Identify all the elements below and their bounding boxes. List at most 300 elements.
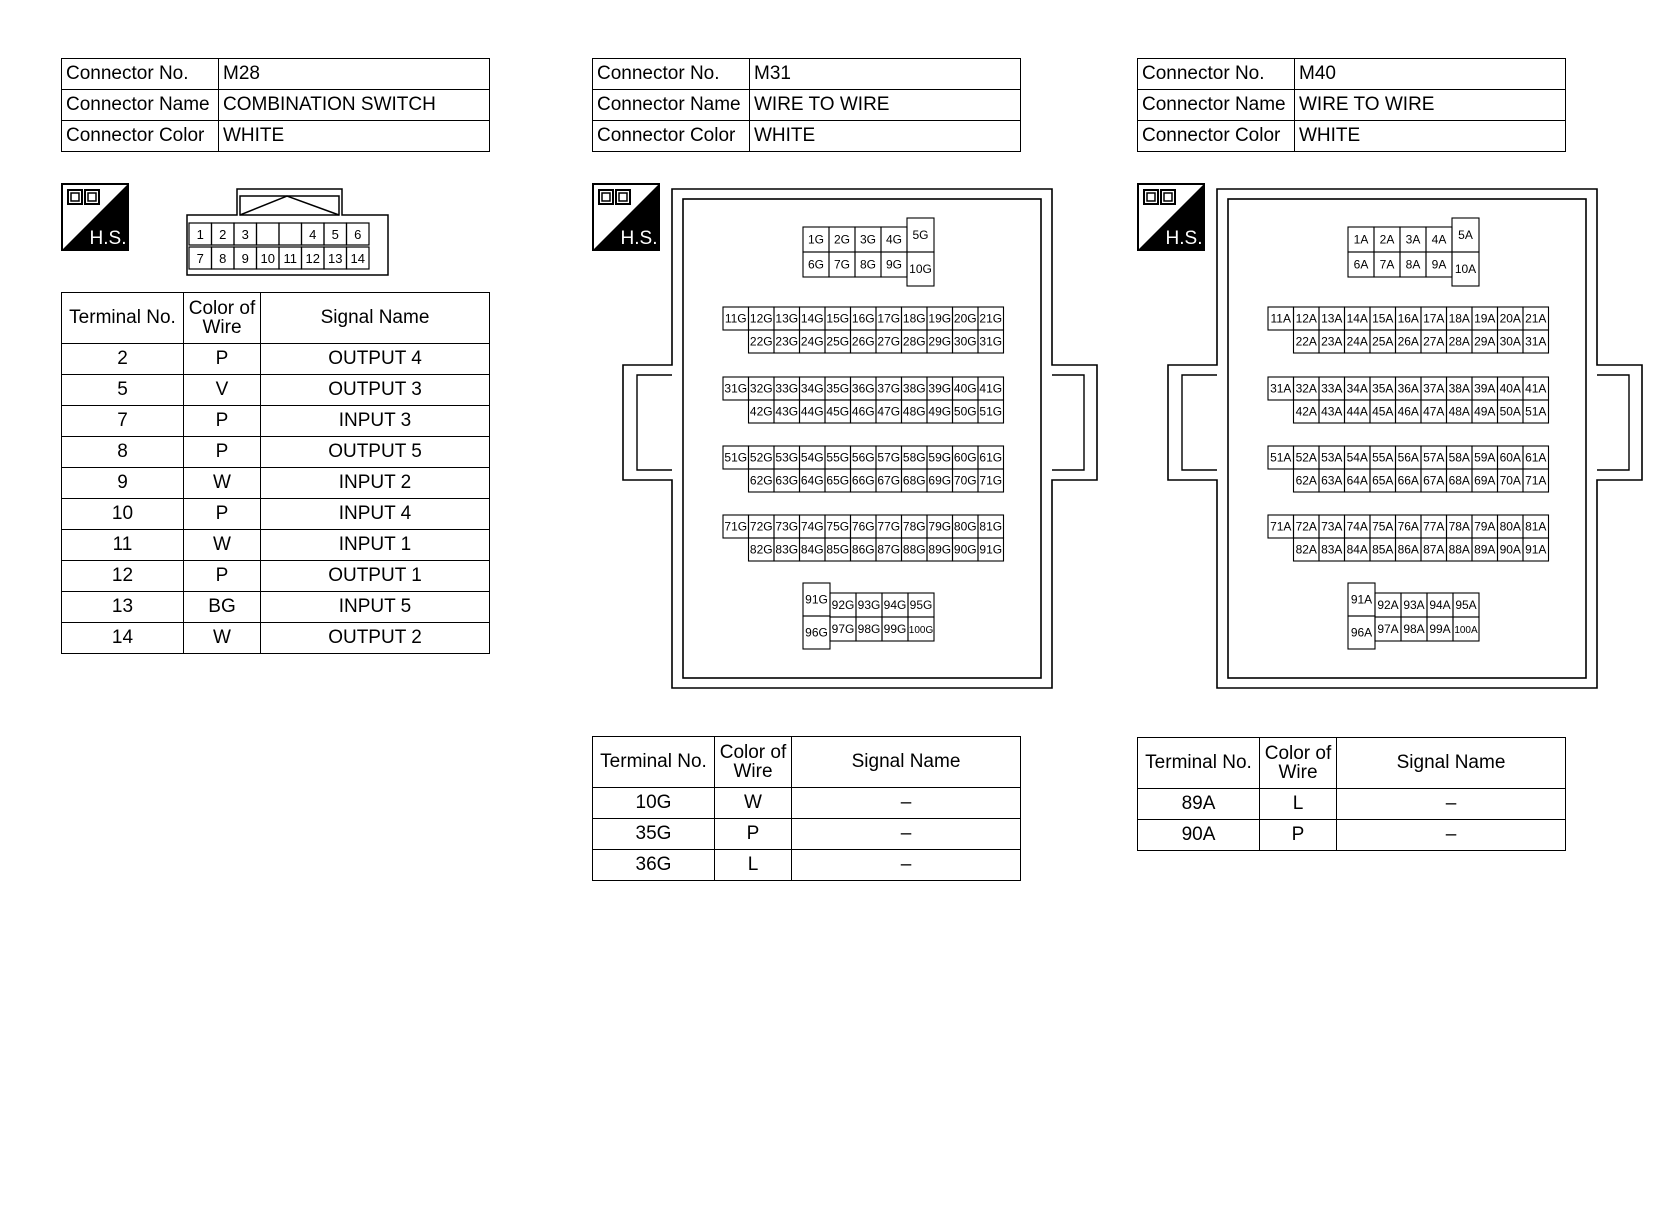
wire-color-cell: W xyxy=(184,623,261,654)
pin-label: 5G xyxy=(912,228,929,242)
info-value: WIRE TO WIRE xyxy=(1295,90,1566,121)
terminal-no-cell: 8 xyxy=(62,437,184,468)
pin-label: 13A xyxy=(1321,311,1343,326)
pin-label: 18G xyxy=(902,311,926,326)
wire-color-header: Color of Wire xyxy=(184,293,261,344)
pin-label: 51A xyxy=(1270,450,1292,465)
hs-label: H.S. xyxy=(1165,228,1203,249)
hs-label: H.S. xyxy=(620,228,658,249)
table-row xyxy=(62,344,490,375)
pin-label: 72G xyxy=(749,519,773,534)
pin-label: 66G xyxy=(851,473,875,488)
pin-label: 37G xyxy=(877,381,901,396)
pin-label: 67G xyxy=(877,473,901,488)
pin-label: 35A xyxy=(1372,381,1394,396)
pin-label: 97G xyxy=(831,622,855,636)
pin-label: 60A xyxy=(1499,450,1521,465)
pin-label: 6G xyxy=(807,257,825,272)
pin-label: 37A xyxy=(1423,381,1445,396)
table-row xyxy=(62,437,490,468)
pin-label: 3A xyxy=(1405,232,1421,247)
pin-label: 55G xyxy=(826,450,850,465)
info-label: Connector Name xyxy=(593,90,750,121)
m40-terminal-table xyxy=(1137,737,1566,851)
pin-label: 21A xyxy=(1525,311,1547,326)
pin-label: 79A xyxy=(1474,519,1496,534)
info-row xyxy=(1138,90,1566,121)
wire-color-header: Color of Wire xyxy=(715,737,792,788)
info-label: Connector Name xyxy=(1138,90,1295,121)
pin-label: 14A xyxy=(1346,311,1368,326)
pin-label: 34A xyxy=(1346,381,1368,396)
pin-label: 96A xyxy=(1350,625,1373,640)
pin-label: 14 xyxy=(350,251,365,266)
pin-label: 26G xyxy=(851,334,875,349)
pin-label: 51G xyxy=(724,450,748,465)
terminal-no-cell: 12 xyxy=(62,561,184,592)
pin-label: 31A xyxy=(1525,334,1547,349)
pin-label: 50A xyxy=(1499,404,1521,419)
info-row xyxy=(593,121,1021,152)
pin-label: 83A xyxy=(1321,542,1343,557)
pin-label: 86A xyxy=(1397,542,1419,557)
pin-label: 16A xyxy=(1397,311,1419,326)
info-label: Connector Color xyxy=(1138,121,1295,152)
pin-label: 61G xyxy=(979,450,1003,465)
wire-color-cell: P xyxy=(184,437,261,468)
pin-label: 8A xyxy=(1405,257,1421,272)
pin-label: 75A xyxy=(1372,519,1394,534)
pin-label: 82A xyxy=(1295,542,1317,557)
pin-label: 23A xyxy=(1321,334,1343,349)
pin-label: 79G xyxy=(928,519,952,534)
pin-label: 20G xyxy=(953,311,977,326)
pin-label: 91G xyxy=(979,542,1003,557)
pin-label: 45A xyxy=(1372,404,1394,419)
pin-label: 44A xyxy=(1346,404,1368,419)
pin-cell xyxy=(279,223,302,245)
pin-label: 40A xyxy=(1499,381,1521,396)
pin-label: 33G xyxy=(775,381,799,396)
pin-label: 45G xyxy=(826,404,850,419)
pin-label: 71G xyxy=(724,519,748,534)
pin-label: 7A xyxy=(1379,257,1395,272)
pin-label: 89G xyxy=(928,542,952,557)
table-header-row xyxy=(1138,738,1566,789)
pin-label: 61A xyxy=(1525,450,1547,465)
pin-label: 87A xyxy=(1423,542,1445,557)
pin-label: 52A xyxy=(1295,450,1317,465)
pin-label: 51A xyxy=(1525,404,1547,419)
info-value: COMBINATION SWITCH xyxy=(219,90,490,121)
pin-label: 75G xyxy=(826,519,850,534)
signal-name-cell: OUTPUT 2 xyxy=(261,623,490,654)
wire-color-cell: P xyxy=(184,499,261,530)
pin-label: 83G xyxy=(775,542,799,557)
wire-color-cell: P xyxy=(184,561,261,592)
terminal-no-cell: 10 xyxy=(62,499,184,530)
pin-label: 78A xyxy=(1448,519,1470,534)
pin-label: 8 xyxy=(219,251,227,266)
pin-label: 54A xyxy=(1346,450,1368,465)
pin-label: 31G xyxy=(724,381,748,396)
pin-label: 90A xyxy=(1499,542,1521,557)
pin-label: 95G xyxy=(909,598,933,612)
pin-label: 98A xyxy=(1403,622,1425,636)
table-row xyxy=(593,819,1021,850)
terminal-no-cell: 10G xyxy=(593,788,715,819)
pin-label: 8G xyxy=(859,257,877,272)
pin-label: 36A xyxy=(1397,381,1419,396)
signal-name-cell: OUTPUT 5 xyxy=(261,437,490,468)
pin-label: 15G xyxy=(826,311,850,326)
pin-label: 46A xyxy=(1397,404,1419,419)
pin-label: 91A xyxy=(1350,592,1373,607)
pin-label: 13 xyxy=(328,251,343,266)
info-row xyxy=(593,59,1021,90)
pin-label: 48A xyxy=(1448,404,1470,419)
info-value: WHITE xyxy=(750,121,1021,152)
table-row xyxy=(62,530,490,561)
pin-label: 86G xyxy=(851,542,875,557)
info-row xyxy=(1138,121,1566,152)
pin-label: 91G xyxy=(805,592,828,607)
pin-label: 62G xyxy=(749,473,773,488)
terminal-no-cell: 2 xyxy=(62,344,184,375)
pin-label: 65G xyxy=(826,473,850,488)
pin-label: 20A xyxy=(1499,311,1521,326)
info-value: M28 xyxy=(219,59,490,90)
signal-name-cell: INPUT 1 xyxy=(261,530,490,561)
pin-label: 33A xyxy=(1321,381,1343,396)
pin-label: 6 xyxy=(354,227,362,242)
pin-label: 35G xyxy=(826,381,850,396)
table-row xyxy=(62,406,490,437)
pin-label: 32A xyxy=(1295,381,1317,396)
info-row xyxy=(62,59,490,90)
pin-label: 12 xyxy=(305,251,320,266)
table-header-row xyxy=(62,293,490,344)
pin-label: 21G xyxy=(979,311,1003,326)
pin-label: 41A xyxy=(1525,381,1547,396)
pin-label: 9G xyxy=(885,257,903,272)
pin-label: 100A xyxy=(1454,625,1478,636)
m40-connector-face xyxy=(1165,185,1645,695)
pin-label: 85G xyxy=(826,542,850,557)
pin-label: 46G xyxy=(851,404,875,419)
pin-label: 87G xyxy=(877,542,901,557)
pin-label: 3G xyxy=(859,232,877,247)
signal-name-cell: INPUT 2 xyxy=(261,468,490,499)
pin-label: 36G xyxy=(851,381,875,396)
terminal-no-cell: 36G xyxy=(593,850,715,881)
pin-label: 85A xyxy=(1372,542,1394,557)
pin-label: 31A xyxy=(1270,381,1292,396)
pin-label: 71A xyxy=(1525,473,1547,488)
pin-label: 74G xyxy=(800,519,824,534)
pin-label: 27A xyxy=(1423,334,1445,349)
pin-label: 88A xyxy=(1448,542,1470,557)
terminal-no-header: Terminal No. xyxy=(593,737,715,788)
right-latch xyxy=(1052,375,1084,470)
pin-label: 72A xyxy=(1295,519,1317,534)
terminal-no-cell: 14 xyxy=(62,623,184,654)
pin-label: 89A xyxy=(1474,542,1496,557)
pin-label: 88G xyxy=(902,542,926,557)
wire-color-cell: BG xyxy=(184,592,261,623)
signal-name-cell: OUTPUT 1 xyxy=(261,561,490,592)
signal-name-cell: – xyxy=(1337,820,1566,851)
pin-label: 51G xyxy=(979,404,1003,419)
pin-label: 71A xyxy=(1270,519,1292,534)
signal-name-header: Signal Name xyxy=(792,737,1021,788)
pin-label: 9 xyxy=(241,251,249,266)
pin-label: 64G xyxy=(800,473,824,488)
pin-label: 56A xyxy=(1397,450,1419,465)
pin-label: 23G xyxy=(775,334,799,349)
m28-connector-face xyxy=(185,185,390,277)
pin-label: 67A xyxy=(1423,473,1445,488)
pin-label: 69G xyxy=(928,473,952,488)
pin-label: 57A xyxy=(1423,450,1445,465)
info-value: WHITE xyxy=(219,121,490,152)
wire-color-cell: W xyxy=(184,468,261,499)
table-row xyxy=(62,592,490,623)
pin-label: 42G xyxy=(749,404,773,419)
pin-label: 81G xyxy=(979,519,1003,534)
pin-label: 32G xyxy=(749,381,773,396)
pin-label: 48G xyxy=(902,404,926,419)
pin-label: 77A xyxy=(1423,519,1445,534)
pin-label: 43G xyxy=(775,404,799,419)
pin-label: 3 xyxy=(241,227,249,242)
info-row xyxy=(1138,59,1566,90)
pin-label: 14G xyxy=(800,311,824,326)
terminal-no-cell: 90A xyxy=(1138,820,1260,851)
wire-color-cell: P xyxy=(1260,820,1337,851)
pin-label: 27G xyxy=(877,334,901,349)
pin-label: 94A xyxy=(1429,598,1451,612)
signal-name-cell: INPUT 4 xyxy=(261,499,490,530)
info-row xyxy=(62,121,490,152)
pin-label: 50G xyxy=(953,404,977,419)
pin-label: 29G xyxy=(928,334,952,349)
pin-label: 73G xyxy=(775,519,799,534)
info-label: Connector No. xyxy=(1138,59,1295,90)
pin-label: 17A xyxy=(1423,311,1445,326)
pin-label: 6A xyxy=(1353,257,1369,272)
pin-label: 4A xyxy=(1431,232,1447,247)
terminal-no-cell: 11 xyxy=(62,530,184,561)
pin-label: 77G xyxy=(877,519,901,534)
table-row xyxy=(1138,789,1566,820)
pin-label: 73A xyxy=(1321,519,1343,534)
pin-label: 94G xyxy=(883,598,907,612)
pin-label: 69A xyxy=(1474,473,1496,488)
pin-label: 93A xyxy=(1403,598,1425,612)
pin-label: 34G xyxy=(800,381,824,396)
pin-label: 28A xyxy=(1448,334,1470,349)
pin-label: 49G xyxy=(928,404,952,419)
pin-label: 70G xyxy=(953,473,977,488)
hs-label: H.S. xyxy=(89,228,127,249)
wire-color-header: Color of Wire xyxy=(1260,738,1337,789)
pin-label: 19G xyxy=(928,311,952,326)
pin-label: 68G xyxy=(902,473,926,488)
pin-label: 2A xyxy=(1379,232,1395,247)
pin-label: 39G xyxy=(928,381,952,396)
pin-label: 66A xyxy=(1397,473,1419,488)
table-row xyxy=(62,499,490,530)
pin-label: 59A xyxy=(1474,450,1496,465)
pin-label: 90G xyxy=(953,542,977,557)
pin-label: 60G xyxy=(953,450,977,465)
pin-label: 59G xyxy=(928,450,952,465)
pin-label: 76A xyxy=(1397,519,1419,534)
m31-info-table xyxy=(592,58,1021,152)
table-header-row xyxy=(593,737,1021,788)
pin-label: 58A xyxy=(1448,450,1470,465)
info-label: Connector Name xyxy=(62,90,219,121)
pin-label: 99A xyxy=(1429,622,1451,636)
table-row xyxy=(62,561,490,592)
info-row xyxy=(593,90,1021,121)
wire-color-cell: L xyxy=(1260,789,1337,820)
wire-color-cell: L xyxy=(715,850,792,881)
pin-label: 95A xyxy=(1455,598,1477,612)
pin-label: 81A xyxy=(1525,519,1547,534)
pin-label: 93G xyxy=(857,598,881,612)
terminal-no-cell: 35G xyxy=(593,819,715,850)
right-latch xyxy=(1597,375,1629,470)
pin-label: 70A xyxy=(1499,473,1521,488)
pin-label: 1 xyxy=(196,227,204,242)
pin-label: 1G xyxy=(807,232,825,247)
terminal-no-cell: 89A xyxy=(1138,789,1260,820)
signal-name-cell: OUTPUT 4 xyxy=(261,344,490,375)
table-row xyxy=(593,850,1021,881)
wire-color-cell: P xyxy=(715,819,792,850)
pin-label: 42A xyxy=(1295,404,1317,419)
pin-label: 26A xyxy=(1397,334,1419,349)
pin-label: 18A xyxy=(1448,311,1470,326)
pin-label: 19A xyxy=(1474,311,1496,326)
pin-label: 54G xyxy=(800,450,824,465)
wire-color-cell: W xyxy=(184,530,261,561)
pin-label: 71G xyxy=(979,473,1003,488)
signal-name-cell: OUTPUT 3 xyxy=(261,375,490,406)
wire-color-cell: V xyxy=(184,375,261,406)
table-row xyxy=(62,375,490,406)
wire-color-cell: P xyxy=(184,406,261,437)
pin-label: 2G xyxy=(833,232,851,247)
pin-label: 47G xyxy=(877,404,901,419)
pin-label: 13G xyxy=(775,311,799,326)
pin-label: 22A xyxy=(1295,334,1317,349)
signal-name-cell: INPUT 3 xyxy=(261,406,490,437)
pin-label: 7G xyxy=(833,257,851,272)
info-label: Connector Color xyxy=(62,121,219,152)
hs-connector-icon xyxy=(61,183,129,251)
pin-label: 47A xyxy=(1423,404,1445,419)
info-value: M31 xyxy=(750,59,1021,90)
pin-label: 52G xyxy=(749,450,773,465)
pin-label: 99G xyxy=(883,622,907,636)
info-label: Connector No. xyxy=(593,59,750,90)
pin-cell xyxy=(257,223,280,245)
signal-name-header: Signal Name xyxy=(261,293,490,344)
pin-label: 9A xyxy=(1431,257,1447,272)
pin-label: 31G xyxy=(979,334,1003,349)
info-value: WHITE xyxy=(1295,121,1566,152)
terminal-no-cell: 5 xyxy=(62,375,184,406)
pin-label: 97A xyxy=(1377,622,1399,636)
m28-info-table xyxy=(61,58,490,152)
pin-label: 1A xyxy=(1353,232,1369,247)
signal-name-header: Signal Name xyxy=(1337,738,1566,789)
pin-label: 10G xyxy=(909,262,932,276)
pin-label: 11 xyxy=(283,251,297,266)
pin-label: 96G xyxy=(805,625,828,640)
pin-label: 41G xyxy=(979,381,1003,396)
info-value: M40 xyxy=(1295,59,1566,90)
pin-label: 2 xyxy=(219,227,227,242)
pin-label: 29A xyxy=(1474,334,1496,349)
pin-label: 63G xyxy=(775,473,799,488)
signal-name-cell: – xyxy=(792,819,1021,850)
pin-label: 7 xyxy=(196,251,204,266)
terminal-no-cell: 9 xyxy=(62,468,184,499)
pin-label: 5 xyxy=(331,227,339,242)
m31-terminal-table xyxy=(592,736,1021,881)
wire-color-cell: P xyxy=(184,344,261,375)
info-label: Connector Color xyxy=(593,121,750,152)
signal-name-cell: – xyxy=(792,788,1021,819)
signal-name-cell: – xyxy=(1337,789,1566,820)
pin-label: 53A xyxy=(1321,450,1343,465)
pin-label: 38G xyxy=(902,381,926,396)
table-row xyxy=(62,623,490,654)
pin-label: 43A xyxy=(1321,404,1343,419)
pin-label: 84G xyxy=(800,542,824,557)
pin-label: 98G xyxy=(857,622,881,636)
pin-label: 68A xyxy=(1448,473,1470,488)
wire-color-cell: W xyxy=(715,788,792,819)
pin-label: 39A xyxy=(1474,381,1496,396)
pin-label: 10 xyxy=(260,251,275,266)
terminal-no-header: Terminal No. xyxy=(62,293,184,344)
pin-label: 12A xyxy=(1295,311,1317,326)
pin-label: 80G xyxy=(953,519,977,534)
pin-label: 44G xyxy=(800,404,824,419)
pin-label: 56G xyxy=(851,450,875,465)
pin-label: 53G xyxy=(775,450,799,465)
pin-label: 63A xyxy=(1321,473,1343,488)
pin-label: 25A xyxy=(1372,334,1394,349)
pin-label: 92A xyxy=(1377,598,1399,612)
info-label: Connector No. xyxy=(62,59,219,90)
pin-label: 58G xyxy=(902,450,926,465)
terminal-no-header: Terminal No. xyxy=(1138,738,1260,789)
signal-name-cell: INPUT 5 xyxy=(261,592,490,623)
pin-label: 10A xyxy=(1454,262,1477,276)
terminal-no-cell: 7 xyxy=(62,406,184,437)
pin-label: 65A xyxy=(1372,473,1394,488)
pin-label: 49A xyxy=(1474,404,1496,419)
pin-label: 25G xyxy=(826,334,850,349)
pin-label: 22G xyxy=(749,334,773,349)
pin-label: 11G xyxy=(724,311,747,326)
